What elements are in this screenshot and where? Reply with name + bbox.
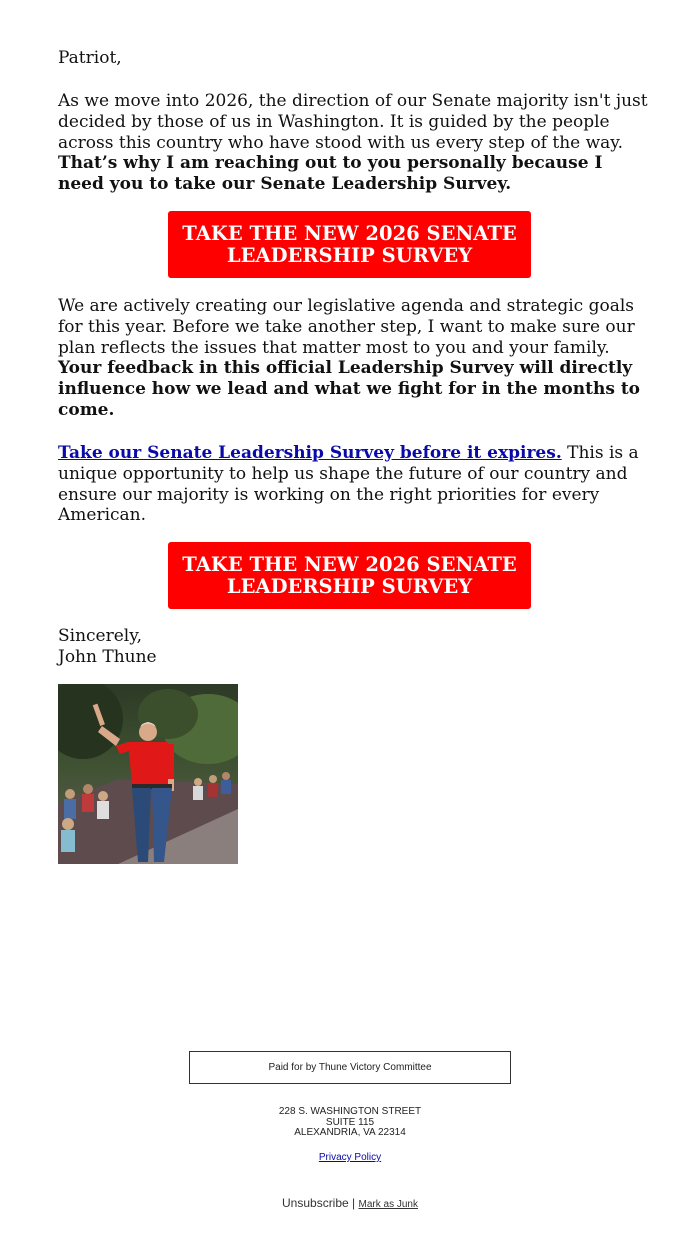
signer-name: John Thune <box>58 647 157 667</box>
agenda-bold-text: Your feedback in this official Leadership Survey will directly influence how we lead and what we fight for in the months to come. <box>58 358 641 420</box>
paid-for-box: Paid for by Thune Victory Committee <box>189 1051 511 1084</box>
paragraph-expires <box>58 443 648 526</box>
unsubscribe-link[interactable]: Unsubscribe <box>282 1196 349 1210</box>
greeting: Patriot, <box>58 48 122 68</box>
privacy-policy-link[interactable]: Privacy Policy <box>318 1152 382 1163</box>
take-survey-button[interactable]: TAKE THE NEW 2026 SENATE LEADERSHIP SURVEY <box>168 211 531 278</box>
signature <box>58 626 157 668</box>
take-survey-button-2[interactable]: TAKE THE NEW 2026 SENATE LEADERSHIP SURVEY <box>168 542 531 609</box>
paragraph-intro <box>58 91 648 195</box>
intro-bold-text: That’s why I am reaching out to you personally because I need you to take our Senate Leadership Survey. <box>58 153 603 195</box>
agenda-text: We are actively creating our legislative agenda and strategic goals for this year. Before we take another step, I want to make sure our plan reflects the issues that matter most to you and your family. <box>58 296 635 358</box>
mailing-address <box>0 1107 700 1139</box>
address-line: 228 S. WASHINGTON STREET <box>278 1106 422 1117</box>
privacy-row <box>0 1152 700 1163</box>
separator: | <box>352 1196 356 1210</box>
intro-text: As we move into 2026, the direction of our Senate majority isn't just decided by those of us in Washington. It is guided by the people across this country who have stood with us every step of the way. <box>58 91 648 153</box>
mark-as-junk-link[interactable]: Mark as Junk <box>358 1199 418 1210</box>
paragraph-agenda <box>58 296 648 421</box>
signer-photo-image <box>58 684 238 864</box>
address-line: ALEXANDRIA, VA 22314 <box>294 1127 406 1138</box>
signer-photo <box>58 684 238 864</box>
unsubscribe-row <box>0 1196 700 1210</box>
survey-link[interactable]: Take our Senate Leadership Survey before it expires. <box>58 443 562 463</box>
closing: Sincerely, <box>58 626 142 646</box>
address-line: SUITE 115 <box>325 1116 375 1128</box>
expires-text: This is a unique opportunity to help us shape the future of our country and ensure our majority is working on the right priorities for every American. <box>58 443 639 526</box>
